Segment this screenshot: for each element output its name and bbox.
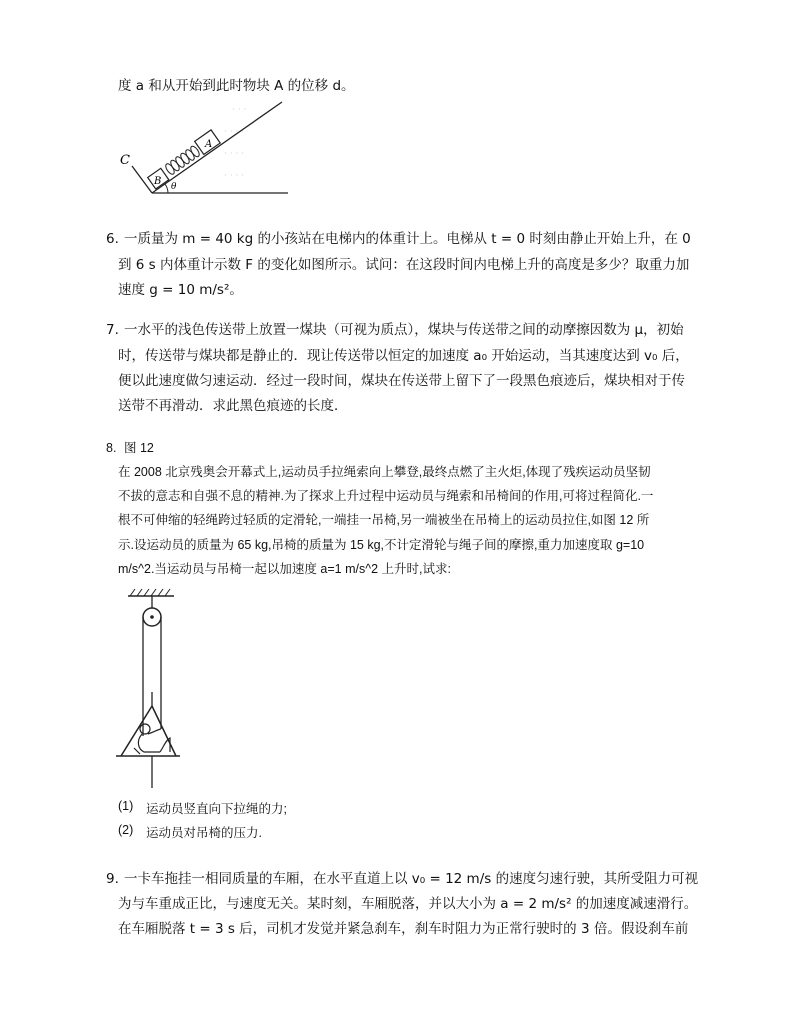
q7-text-line-4: 送带不再滑动．求此黑色痕迹的长度． (118, 398, 348, 414)
svg-text:· · · ·: · · · · (224, 171, 245, 181)
label-c: C (120, 153, 130, 168)
q8-text-line-4: 示.设运动员的质量为 65 kg,吊椅的质量为 15 kg,不计定滑轮与绳子间的摩擦,重力加速度取 g=10 (118, 538, 645, 552)
incline-line (152, 102, 282, 193)
q6-text-line-3: 速度 g = 10 m/s²。 (118, 282, 243, 298)
q8-figure-title: 图 12 (124, 441, 154, 455)
q8-text-line-5: m/s^2.当运动员与吊椅一起以加速度 a=1 m/s^2 上升时,试求: (118, 562, 451, 576)
q7-text-line-1: 一水平的浅色传送带上放置一煤块（可视为质点），煤块与传送带之间的动摩擦因数为 μ，初始 (124, 322, 684, 338)
pulley-chair-figure (112, 586, 192, 790)
q8-text-line-2: 不拔的意志和自强不息的精神.为了探求上升过程中运动员与绳索和吊椅间的作用,可将过程简化.一 (118, 489, 654, 503)
q5-text-line-1: 度 a 和从开始到此时物块 A 的位移 d。 (118, 78, 355, 94)
q8-sub2-number: (2) (118, 823, 134, 837)
ceiling-hatch (130, 589, 170, 596)
q8-text-line-1: 在 2008 北京残奥会开幕式上,运动员手拉绳索向上攀登,最终点燃了主火炬,体现了残疾运动员坚韧 (118, 465, 651, 479)
q8-sub1-text: 运动员竖直向下拉绳的力; (146, 802, 287, 816)
q9-number: 9. (106, 871, 119, 887)
q9-text-line-2: 为与车重成正比，与速度无关。某时刻，车厢脱落，并以大小为 a = 2 m/s² 的加速度减速滑行。 (118, 896, 698, 912)
theta-arc (165, 184, 168, 193)
label-theta: θ (171, 182, 177, 192)
svg-text:· · ·: · · · (232, 105, 247, 115)
q8-number: 8. (106, 441, 117, 455)
athlete-icon (134, 724, 170, 754)
q7-text-line-2: 时，传送带与煤块都是静止的．现让传送带以恒定的加速度 a₀ 开始运动，当其速度达到 v₀ 后， (118, 348, 689, 364)
q9-text-line-3: 在车厢脱落 t = 3 s 后，司机才发觉并紧急刹车，刹车时阻力为正常行驶时的 3 倍。假设刹车前 (118, 921, 689, 937)
q8-sub2-text: 运动员对吊椅的压力. (146, 826, 262, 840)
incline-spring-figure (112, 98, 292, 200)
q6-number: 6. (106, 231, 119, 247)
q7-text-line-3: 便以此速度做匀速运动．经过一段时间，煤块在传送带上留下了一段黑色痕迹后，煤块相对于传 (118, 373, 685, 389)
svg-text:· · · ·: · · · · (224, 127, 245, 137)
svg-text:· · · ·: · · · · (224, 149, 245, 159)
q9-text-line-1: 一卡车拖挂一相同质量的车厢，在水平直道上以 v₀ = 12 m/s 的速度匀速行驶，其所受阻力可视 (124, 871, 699, 887)
q6-text-line-2: 到 6 s 内体重计示数 F 的变化如图所示。试问：在这段时间内电梯上升的高度是多少？取重力加 (118, 257, 690, 273)
q7-number: 7. (106, 322, 119, 338)
label-a: A (205, 139, 213, 150)
label-b: B (154, 176, 162, 187)
q8-sub1-number: (1) (118, 799, 134, 813)
q6-text-line-1: 一质量为 m = 40 kg 的小孩站在电梯内的体重计上。电梯从 t = 0 时刻由静止开始上升，在 0 (124, 231, 691, 247)
q8-text-line-3: 根不可伸缩的轻绳跨过轻质的定滑轮,一端挂一吊椅,另一端被坐在吊椅上的运动员拉住,如图 12 所 (118, 513, 650, 527)
